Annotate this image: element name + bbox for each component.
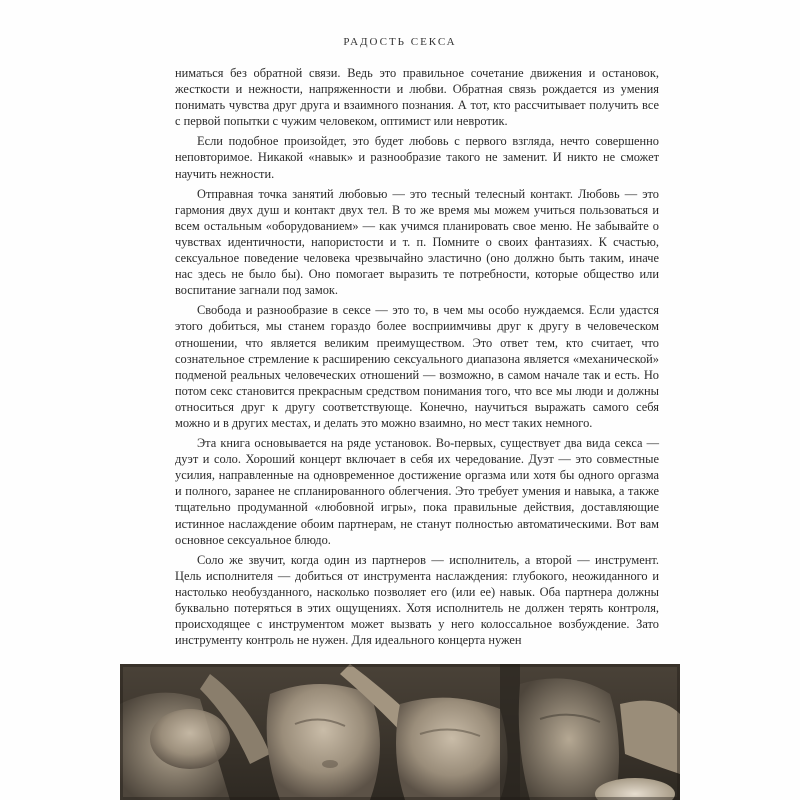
body-text: [175, 65, 659, 652]
photo-figure-center: [396, 698, 508, 800]
sepia-photograph: [120, 664, 680, 800]
paragraph-5: Эта книга основывается на ряде установок. Во-первых, существует два вида секса — дуэт и соло. Хороший концерт включает в себя их чередование. Дуэт — это совместные усилия, направленные на одновременное достижение оргазма или хотя бы одного оргазма и полного, заранее не спланированного облегчения. Это требует умения и навыка, а также тщательно продуманной «любовной игры», пока правильные действия, доставляющие истинное наслаждение обоим партнерам, не станут полностью автоматическими. Вот вам основное сексуальное блюдо.: [175, 436, 659, 547]
photo-figure-right: [519, 678, 619, 800]
paragraph-2: Если подобное произойдет, это будет любовь с первого взгляда, нечто совершенно неповторимое. Никакой «навык» и разнообразие такого не заменит. И никто не сможет научить нежности.: [175, 134, 659, 181]
running-head: РАДОСТЬ СЕКСА: [343, 36, 457, 48]
photo-illustration: [120, 664, 680, 800]
paragraph-4: Свобода и разнообразие в сексе — это то, в чем мы особо нуждаемся. Если удастся этого добиться, мы станем гораздо более восприимчивы друг к другу в человеческом отношении, что является великим преимуществом. Это ответ тем, кто считает, что сознательное стремление к расширению сексуального диапазона является «механической» подменой реальных человеческих отношений — возможно, в самом начале так и есть. Но потом секс становится прекрасным средством понимания того, что все мы люди и должны относиться друг к другу соответствующе. Конечно, научиться выражать самого себя можно и в других местах, и делать это можно взаимно, но мест таких немного.: [175, 303, 659, 430]
paragraph-6: Соло же звучит, когда один из партнеров — исполнитель, а второй — инструмент. Цель исполнителя — добиться от инструмента наслаждения: глубокого, неожиданного и настолько необузданного, насколько позволяет его (или ее) навык. Оба партнера должны буквально потеряться в этих ощущениях. Хотя исполнитель не должен терять контроля, происходящее с инструментом может вызвать у него колоссальное возбуждение. Зато инструменту контроль не нужен. Для идеального концерта нужен: [175, 552, 659, 648]
paragraph-1: ниматься без обратной связи. Ведь это правильное сочетание движения и остановок, жесткости и нежности, напряженности и любви. Обратная связь рождается из умения понимать чувства друг друга и взаимного познания. А тот, кто рассчитывает получить все с первой попытки с чужим человеком, оптимист или невротик.: [175, 66, 659, 129]
photo-figure-center-left: [267, 684, 380, 800]
paragraph-3: Отправная точка занятий любовью — это тесный телесный контакт. Любовь — это гармония двух душ и контакт двух тел. В то же время мы можем учиться пользоваться и всем остальным «оборудованием» — как учимся планировать свое меню. Не забывайте о чувствах идентичности, напористости и т. п. Помните о своих фантазиях. К счастью, сексуальное поведение человека чрезвычайно эластично (оно должно быть таким, иначе нас здесь не было бы). Оно помогает выразить те потребности, которые общество или воспитание загнали под замок.: [175, 186, 659, 298]
